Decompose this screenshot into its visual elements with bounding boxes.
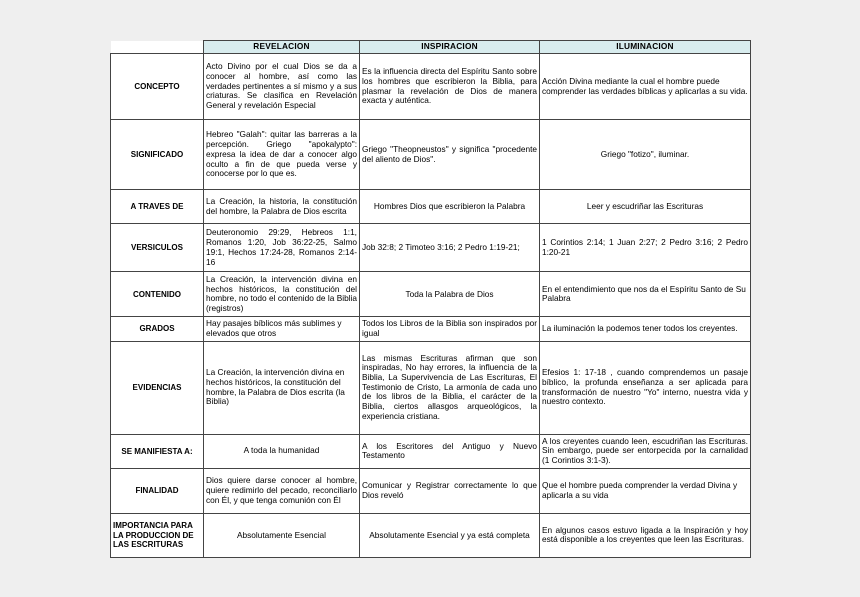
table-cell: Acto Divino por el cual Dios se da a conocer al hombre, así como las verdades pertinentes a sí mismo y a sus criaturas. Se clasifica en Revelación General y revelación Especial	[204, 54, 360, 120]
row-label: EVIDENCIAS	[111, 341, 204, 434]
header-revelacion: REVELACION	[204, 41, 360, 54]
table-cell: Que el hombre pueda comprender la verdad Divina y aplicarla a su vida	[540, 468, 751, 513]
table-cell: A los Escritores del Antiguo y Nuevo Testamento	[360, 434, 540, 468]
row-label: SE MANIFIESTA A:	[111, 434, 204, 468]
table-row	[111, 317, 751, 341]
table-cell: Es la influencia directa del Espíritu Santo sobre los hombres que escribieron la Biblia, para plasmar la revelación de Dios de manera exacta y auténtica.	[360, 54, 540, 120]
table-row	[111, 224, 751, 272]
table-cell: Griego "Theopneustos" y significa "procedente del aliento de Dios".	[360, 120, 540, 190]
table-row	[111, 513, 751, 557]
row-label: A TRAVES DE	[111, 190, 204, 224]
table-row	[111, 341, 751, 434]
row-label: SIGNIFICADO	[111, 120, 204, 190]
header-inspiracion: INSPIRACION	[360, 41, 540, 54]
row-label: IMPORTANCIA PARA LA PRODUCCION DE LAS ESCRITURAS	[111, 513, 204, 557]
table-cell: Hebreo "Galah": quitar las barreras a la percepción. Griego "apokalypto": expresa la idea de dar a conocer algo oculto a fin de que pueda verse y conocerse por lo que es.	[204, 120, 360, 190]
header-iluminacion: ILUMINACION	[540, 41, 751, 54]
table-cell: Absolutamente Esencial	[204, 513, 360, 557]
table-cell: Toda la Palabra de Dios	[360, 272, 540, 317]
comparison-table	[110, 40, 751, 558]
table-cell: Efesios 1: 17-18 , cuando comprendemos un pasaje bíblico, la profunda enseñanza a ser aplicada para transformación de nuestro "Yo" interno, nuestra vida y nuestro contexto.	[540, 341, 751, 434]
table-cell: La Creación, la intervención divina en hechos históricos, la constitución del hombre, no todo el contenido de la Biblia (registros)	[204, 272, 360, 317]
table-cell: Deuteronomio 29:29, Hebreos 1:1, Romanos 1:20, Job 36:22-25, Salmo 19:1, Hechos 17:24-28, Romanos 2:14-16	[204, 224, 360, 272]
table-row	[111, 468, 751, 513]
table-row	[111, 190, 751, 224]
table-row	[111, 54, 751, 120]
table-cell: Absolutamente Esencial y ya está completa	[360, 513, 540, 557]
table-cell: En el entendimiento que nos da el Espíritu Santo de Su Palabra	[540, 272, 751, 317]
header-corner	[111, 41, 204, 54]
table-cell: A toda la humanidad	[204, 434, 360, 468]
row-label: FINALIDAD	[111, 468, 204, 513]
row-label: CONTENIDO	[111, 272, 204, 317]
table-cell: La Creación, la historia, la constitución del hombre, la Palabra de Dios escrita	[204, 190, 360, 224]
header-row	[111, 41, 751, 54]
table-cell: Hay pasajes bíblicos más sublimes y elevados que otros	[204, 317, 360, 341]
table-cell: Comunicar y Registrar correctamente lo que Dios reveló	[360, 468, 540, 513]
table-cell: Hombres Dios que escribieron la Palabra	[360, 190, 540, 224]
table-cell: En algunos casos estuvo ligada a la Inspiración y hoy está disponible a los creyentes que leen las Escrituras.	[540, 513, 751, 557]
table-cell: La Creación, la intervención divina en hechos históricos, la constitución del hombre, la Palabra de Dios escrita (la Biblia)	[204, 341, 360, 434]
table-cell: Griego "fotizo", iluminar.	[540, 120, 751, 190]
table-cell: La iluminación la podemos tener todos los creyentes.	[540, 317, 751, 341]
table-row	[111, 272, 751, 317]
table-row	[111, 434, 751, 468]
table-cell: Leer y escudriñar las Escrituras	[540, 190, 751, 224]
comparison-sheet	[110, 40, 750, 558]
table-cell: A los creyentes cuando leen, escudriñan las Escrituras. Sin embargo, puede ser entorpecida por la carnalidad (1 Corintios 3:1-3).	[540, 434, 751, 468]
table-cell: 1 Corintios 2:14; 1 Juan 2:27; 2 Pedro 3:16; 2 Pedro 1:20-21	[540, 224, 751, 272]
row-label: VERSICULOS	[111, 224, 204, 272]
table-cell: Acción Divina mediante la cual el hombre puede comprender las verdades bíblicas y aplicarlas a su vida.	[540, 54, 751, 120]
table-cell: Dios quiere darse conocer al hombre, quiere redimirlo del pecado, reconciliarlo con Él, y que tenga comunión con Él	[204, 468, 360, 513]
table-cell: Las mismas Escrituras afirman que son inspiradas, No hay errores, la influencia de la Biblia, La Supervivencia de Las Escrituras, El Testimonio de Cristo, La armonía de cada uno de los libros de la Biblia, el carácter de la Biblia, ciertos allasgos arqueológicos, la experiencia cristiana.	[360, 341, 540, 434]
table-cell: Job 32:8; 2 Timoteo 3:16; 2 Pedro 1:19-21;	[360, 224, 540, 272]
table-cell: Todos los Libros de la Biblia son inspirados por igual	[360, 317, 540, 341]
row-label: GRADOS	[111, 317, 204, 341]
table-row	[111, 120, 751, 190]
row-label: CONCEPTO	[111, 54, 204, 120]
